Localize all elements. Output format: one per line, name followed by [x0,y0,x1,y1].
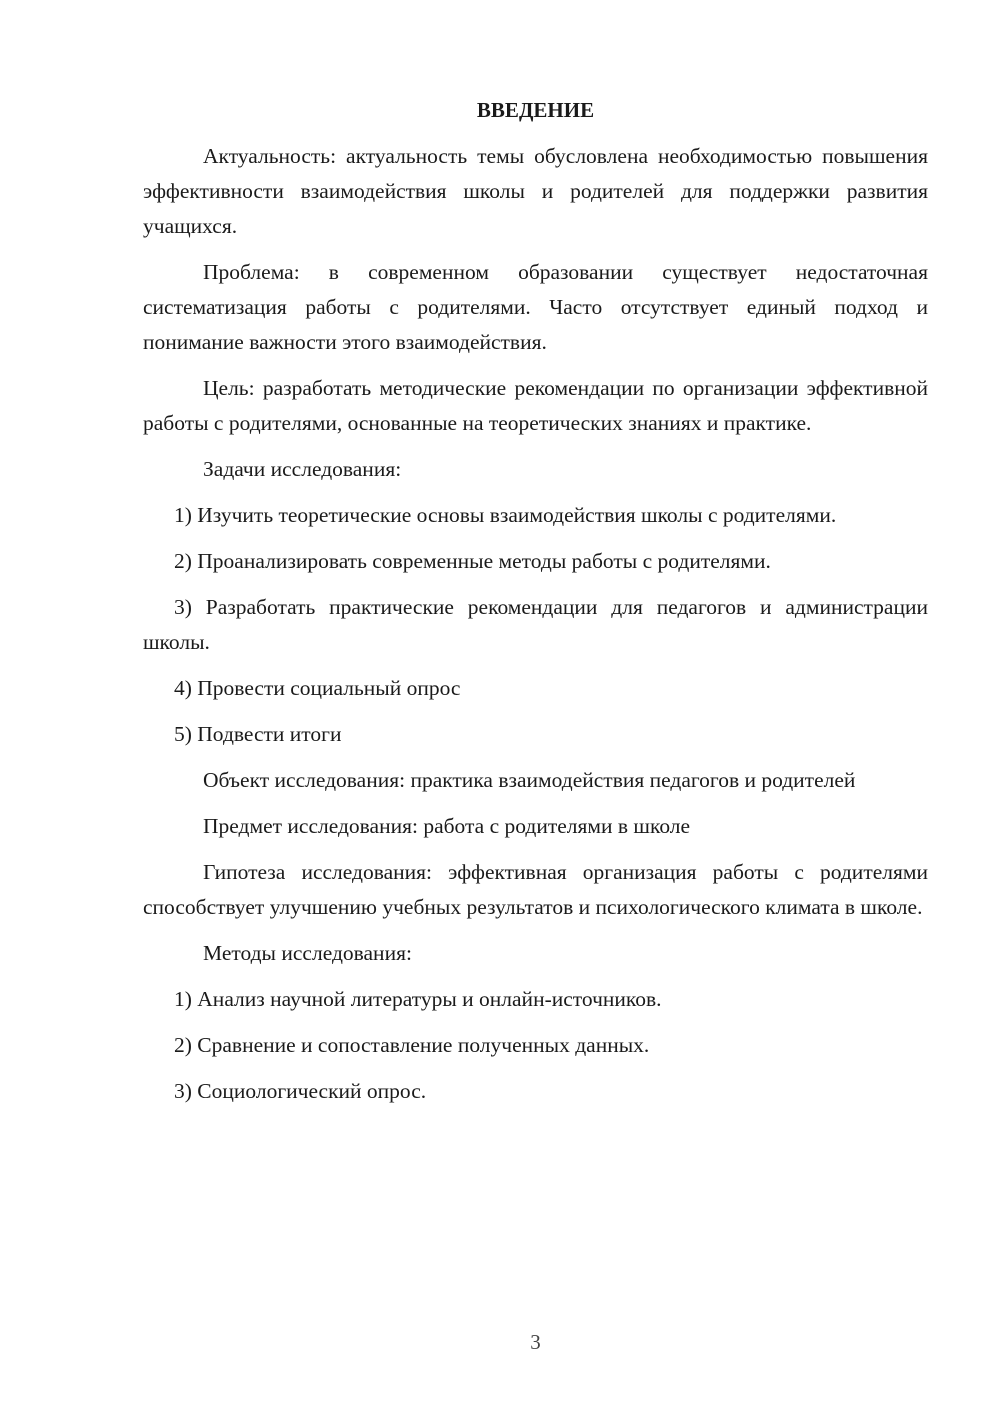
method-item-1: 1) Анализ научной литературы и онлайн-источников. [174,987,662,1011]
tasks-heading: Задачи исследования: [203,457,402,481]
document-page [143,94,928,1120]
task-item-4: 4) Провести социальный опрос [174,676,461,700]
paragraph-goal: Цель: разработать методические рекомендации по организации эффективной работы с родителями, основанные на теоретических знаниях и практике. [143,376,928,435]
page-number: 3 [530,1330,541,1354]
paragraph-hypothesis: Гипотеза исследования: эффективная организация работы с родителями способствует улучшению учебных результатов и психологического климата в школе. [143,860,928,919]
task-item-3: 3) Разработать практические рекомендации для педагогов и администрации школы. [143,595,928,654]
method-item-3: 3) Социологический опрос. [174,1079,427,1103]
task-item-5: 5) Подвести итоги [174,722,342,746]
paragraph-relevance: Актуальность: актуальность темы обусловлена необходимостью повышения эффективности взаимодействия школы и родителей для поддержки развития учащихся. [143,144,928,238]
task-item-1: 1) Изучить теоретические основы взаимодействия школы с родителями. [174,503,837,527]
section-title: ВВЕДЕНИЕ [476,98,595,122]
paragraph-subject: Предмет исследования: работа с родителями в школе [203,814,691,838]
paragraph-problem: Проблема: в современном образовании существует недостаточная систематизация работы с родителями. Часто отсутствует единый подход и понимание важности этого взаимодействия. [143,260,928,354]
method-item-2: 2) Сравнение и сопоставление полученных данных. [174,1033,650,1057]
paragraph-object: Объект исследования: практика взаимодействия педагогов и родителей [203,768,856,792]
task-item-2: 2) Проанализировать современные методы работы с родителями. [174,549,771,573]
methods-heading: Методы исследования: [203,941,412,965]
